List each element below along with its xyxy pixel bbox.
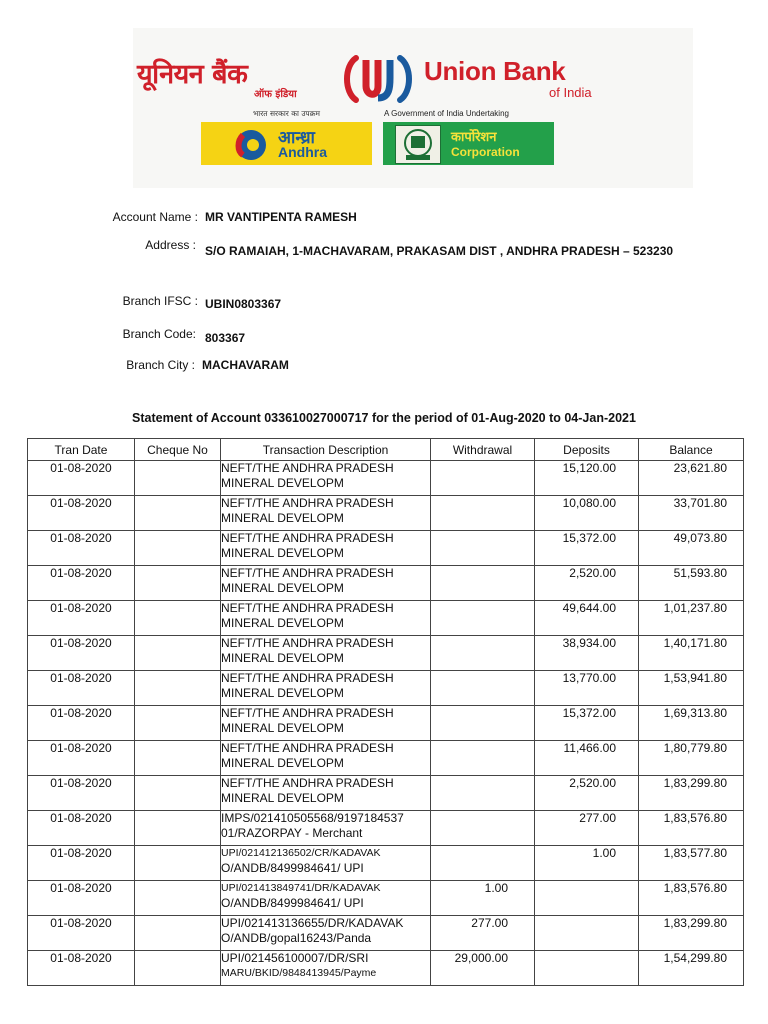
cell-cheque — [135, 706, 221, 741]
description-line: O/ANDB/8499984641/ UPI — [221, 861, 364, 875]
description-line: NEFT/THE ANDHRA PRADESH — [221, 706, 394, 720]
description-line: NEFT/THE ANDHRA PRADESH — [221, 461, 394, 475]
col-header-deposits: Deposits — [535, 439, 639, 461]
cell-deposit: 2,520.00 — [535, 566, 639, 601]
cell-balance: 1,54,299.80 — [639, 951, 744, 986]
corporation-emblem-icon — [395, 125, 441, 164]
table-row — [28, 776, 744, 811]
description-line: MINERAL DEVELOPM — [221, 791, 344, 805]
account-name-label: Account Name : — [112, 210, 198, 224]
cell-description — [221, 741, 431, 776]
cell-date: 01-08-2020 — [28, 951, 135, 986]
description-line: NEFT/THE ANDHRA PRADESH — [221, 531, 394, 545]
cell-description — [221, 566, 431, 601]
description-line: UPI/021412136502/CR/KADAVAK — [221, 847, 381, 859]
cell-description — [221, 496, 431, 531]
branch-code-label: Branch Code: — [122, 327, 196, 341]
cell-cheque — [135, 671, 221, 706]
cell-description — [221, 461, 431, 496]
cell-description — [221, 706, 431, 741]
table-row — [28, 741, 744, 776]
statement-title: Statement of Account 033610027000717 for the period of 01-Aug-2020 to 04-Jan-2021 — [132, 411, 636, 425]
bank-name: Union Bank — [424, 56, 566, 86]
cell-date: 01-08-2020 — [28, 776, 135, 811]
table-row — [28, 706, 744, 741]
cell-balance: 1,83,577.80 — [639, 846, 744, 881]
description-line: 01/RAZORPAY - Merchant — [221, 826, 363, 840]
cell-balance: 1,40,171.80 — [639, 636, 744, 671]
cell-description — [221, 531, 431, 566]
description-line: UPI/021413136655/DR/KADAVAK — [221, 916, 404, 930]
description-line: UPI/021413849741/DR/KADAVAK — [221, 882, 381, 894]
cell-withdrawal — [431, 811, 535, 846]
description-line: NEFT/THE ANDHRA PRADESH — [221, 776, 394, 790]
table-row — [28, 811, 744, 846]
table-row — [28, 566, 744, 601]
cell-description — [221, 671, 431, 706]
cell-deposit: 49,644.00 — [535, 601, 639, 636]
cell-balance: 49,073.80 — [639, 531, 744, 566]
cell-deposit: 15,120.00 — [535, 461, 639, 496]
cell-deposit: 1.00 — [535, 846, 639, 881]
tagline-english: A Government of India Undertaking — [384, 109, 509, 118]
cell-withdrawal — [431, 776, 535, 811]
description-line: O/ANDB/gopal16243/Panda — [221, 931, 372, 945]
cell-withdrawal — [431, 846, 535, 881]
description-line: MINERAL DEVELOPM — [221, 616, 344, 630]
table-row — [28, 916, 744, 951]
cell-balance: 1,01,237.80 — [639, 601, 744, 636]
cell-balance: 23,621.80 — [639, 461, 744, 496]
cell-withdrawal — [431, 636, 535, 671]
cell-withdrawal — [431, 496, 535, 531]
table-row — [28, 846, 744, 881]
branch-city-label: Branch City : — [126, 358, 195, 372]
branch-city-value: MACHAVARAM — [202, 358, 289, 372]
description-line: MINERAL DEVELOPM — [221, 546, 344, 560]
bank-name-hindi: यूनियन बैंक — [137, 59, 248, 90]
col-header-balance: Balance — [639, 439, 744, 461]
cell-cheque — [135, 916, 221, 951]
cell-date: 01-08-2020 — [28, 566, 135, 601]
description-line: MINERAL DEVELOPM — [221, 651, 344, 665]
cell-cheque — [135, 531, 221, 566]
description-line: NEFT/THE ANDHRA PRADESH — [221, 741, 394, 755]
address-label: Address : — [145, 238, 196, 252]
cell-date: 01-08-2020 — [28, 846, 135, 881]
corporation-bank-badge — [383, 122, 554, 165]
cell-balance: 1,69,313.80 — [639, 706, 744, 741]
andhra-logo-icon — [229, 125, 271, 163]
cell-cheque — [135, 566, 221, 601]
cell-date: 01-08-2020 — [28, 706, 135, 741]
description-line: NEFT/THE ANDHRA PRADESH — [221, 601, 394, 615]
cell-withdrawal — [431, 461, 535, 496]
cell-deposit: 15,372.00 — [535, 706, 639, 741]
cell-withdrawal — [431, 671, 535, 706]
cell-description — [221, 916, 431, 951]
cell-cheque — [135, 881, 221, 916]
cell-deposit — [535, 951, 639, 986]
cell-cheque — [135, 636, 221, 671]
table-body — [28, 461, 744, 986]
branch-ifsc-value: UBIN0803367 — [205, 297, 282, 311]
branch-code-value: 803367 — [205, 331, 246, 345]
cell-balance: 1,83,576.80 — [639, 811, 744, 846]
cell-withdrawal — [431, 566, 535, 601]
branch-ifsc-label: Branch IFSC : — [122, 294, 198, 308]
cell-withdrawal: 1.00 — [431, 881, 535, 916]
cell-balance: 1,83,299.80 — [639, 776, 744, 811]
cell-description — [221, 776, 431, 811]
col-header-tran-date: Tran Date — [28, 439, 135, 461]
account-name-value: MR VANTIPENTA RAMESH — [205, 210, 357, 224]
description-line: NEFT/THE ANDHRA PRADESH — [221, 496, 394, 510]
cell-withdrawal: 29,000.00 — [431, 951, 535, 986]
cell-cheque — [135, 776, 221, 811]
table-row — [28, 951, 744, 986]
table-header-row — [28, 439, 744, 461]
cell-deposit: 2,520.00 — [535, 776, 639, 811]
cell-balance: 1,53,941.80 — [639, 671, 744, 706]
col-header-cheque-no: Cheque No — [135, 439, 221, 461]
description-line: MINERAL DEVELOPM — [221, 756, 344, 770]
bank-subtitle: of India — [549, 85, 592, 100]
cell-date: 01-08-2020 — [28, 461, 135, 496]
col-header-withdrawal: Withdrawal — [431, 439, 535, 461]
description-line: MINERAL DEVELOPM — [221, 686, 344, 700]
bank-subtitle-hindi: ऑफ इंडिया — [254, 89, 297, 100]
tagline-hindi: भारत सरकार का उपक्रम — [253, 109, 320, 118]
col-header-description: Transaction Description — [221, 439, 431, 461]
description-line: IMPS/021410505568/9197184537 — [221, 811, 404, 825]
cell-withdrawal — [431, 706, 535, 741]
cell-date: 01-08-2020 — [28, 671, 135, 706]
corporation-name-hindi: कार्पोरेशन — [451, 130, 497, 145]
andhra-name-english: Andhra — [278, 144, 327, 160]
cell-deposit: 15,372.00 — [535, 531, 639, 566]
union-bank-logo-icon — [342, 52, 414, 106]
cell-cheque — [135, 951, 221, 986]
cell-withdrawal: 277.00 — [431, 916, 535, 951]
description-line: MINERAL DEVELOPM — [221, 721, 344, 735]
description-line: O/ANDB/8499984641/ UPI — [221, 896, 364, 910]
cell-date: 01-08-2020 — [28, 811, 135, 846]
cell-date: 01-08-2020 — [28, 881, 135, 916]
cell-deposit — [535, 881, 639, 916]
table-row — [28, 671, 744, 706]
cell-balance: 1,80,779.80 — [639, 741, 744, 776]
description-line: UPI/021456100007/DR/SRI — [221, 951, 369, 965]
andhra-name-hindi: आन्ध्रा — [278, 128, 315, 148]
cell-cheque — [135, 846, 221, 881]
cell-date: 01-08-2020 — [28, 496, 135, 531]
cell-withdrawal — [431, 601, 535, 636]
description-line: MINERAL DEVELOPM — [221, 581, 344, 595]
description-line: MINERAL DEVELOPM — [221, 476, 344, 490]
table-row — [28, 531, 744, 566]
table-row — [28, 601, 744, 636]
cell-date: 01-08-2020 — [28, 636, 135, 671]
table-row — [28, 636, 744, 671]
cell-cheque — [135, 461, 221, 496]
cell-description — [221, 881, 431, 916]
address-value: S/O RAMAIAH, 1-MACHAVARAM, PRAKASAM DIST , ANDHRA PRADESH – 523230 — [205, 244, 674, 258]
corporation-name-english: Corporation — [451, 145, 520, 159]
description-line: NEFT/THE ANDHRA PRADESH — [221, 566, 394, 580]
cell-balance: 1,83,299.80 — [639, 916, 744, 951]
cell-deposit: 38,934.00 — [535, 636, 639, 671]
description-line: NEFT/THE ANDHRA PRADESH — [221, 671, 394, 685]
cell-description — [221, 846, 431, 881]
cell-deposit: 11,466.00 — [535, 741, 639, 776]
cell-withdrawal — [431, 741, 535, 776]
cell-balance: 33,701.80 — [639, 496, 744, 531]
cell-deposit: 10,080.00 — [535, 496, 639, 531]
cell-description — [221, 811, 431, 846]
cell-date: 01-08-2020 — [28, 916, 135, 951]
cell-cheque — [135, 741, 221, 776]
cell-date: 01-08-2020 — [28, 531, 135, 566]
cell-withdrawal — [431, 531, 535, 566]
cell-date: 01-08-2020 — [28, 741, 135, 776]
cell-balance: 1,83,576.80 — [639, 881, 744, 916]
table-row — [28, 496, 744, 531]
description-line: MARU/BKID/9848413945/Payme — [221, 967, 377, 979]
cell-balance: 51,593.80 — [639, 566, 744, 601]
cell-description — [221, 951, 431, 986]
table-row — [28, 461, 744, 496]
andhra-bank-badge — [201, 122, 372, 165]
cell-deposit: 277.00 — [535, 811, 639, 846]
cell-cheque — [135, 601, 221, 636]
table-row — [28, 881, 744, 916]
transactions-table — [27, 438, 744, 986]
cell-cheque — [135, 496, 221, 531]
cell-description — [221, 636, 431, 671]
cell-deposit: 13,770.00 — [535, 671, 639, 706]
description-line: NEFT/THE ANDHRA PRADESH — [221, 636, 394, 650]
cell-description — [221, 601, 431, 636]
description-line: MINERAL DEVELOPM — [221, 511, 344, 525]
cell-date: 01-08-2020 — [28, 601, 135, 636]
cell-cheque — [135, 811, 221, 846]
cell-deposit — [535, 916, 639, 951]
